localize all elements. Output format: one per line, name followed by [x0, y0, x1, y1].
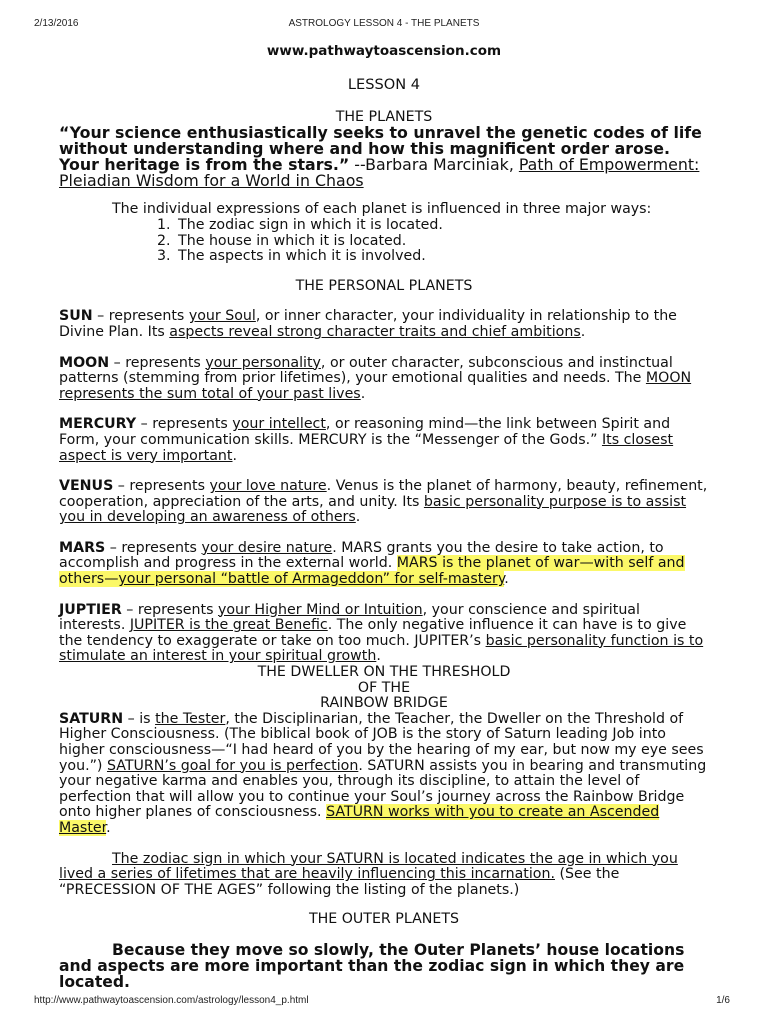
quote-book-title: Path of Empowerment: Pleiadian Wisdom for a World in Chaos — [59, 154, 700, 190]
planet-name: SUN — [59, 308, 93, 325]
venus-paragraph: VENUS – represents your love nature. Venus is the planet of harmony, beauty, refinement, cooperation, appreciation of the arts, and unity. Its basic personality purpose is to assist you in developing an awareness of others. — [59, 478, 708, 526]
lesson-heading: LESSON 4 — [347, 76, 421, 93]
dweller-line: THE DWELLER ON THE THRESHOLD — [257, 664, 511, 681]
epigraph — [59, 125, 709, 188]
planet-name: MOON — [59, 354, 110, 371]
document-body — [59, 72, 709, 990]
list-number: 1. — [157, 216, 171, 233]
planet-name: JUPTIER — [59, 601, 122, 618]
quote-text: “Your science enthusiastically seeks to unravel the genetic codes of life without understanding where and how this magnificent order arose. Your heritage is from the stars.” — [59, 123, 702, 174]
page-number: 1/6 — [716, 995, 730, 1006]
personal-planets-heading: THE PERSONAL PLANETS — [295, 277, 473, 294]
list-text: The house in which it is located. — [178, 232, 407, 249]
planet-name: SATURN — [59, 710, 124, 727]
planet-name: VENUS — [59, 478, 114, 495]
saturn-paragraph: SATURN – is the Tester, the Disciplinarian, the Teacher, the Dweller on the Threshold of Higher Consciousness. (The biblical book of JOB is the story of Saturn leading Job into higher consciousness—“I had heard of you by the hearing of my ear, but now my eye sees you.”) SATURN’s goal for you is perfection. SATURN assists you in bearing and transmuting your negative karma and enables you, through its discipline, to attain the level of perfection that will allow you to continue your Soul’s journey across the Rainbow Bridge onto higher planes of consciousness. SATURN works with you to create an Ascended Master. — [59, 710, 707, 836]
mars-paragraph: MARS – represents your desire nature. MARS grants you the desire to take action, to accomplish and progress in the external world. MARS is the planet of war—with self and others—your personal “battle of Armageddon” for self-mastery. — [59, 539, 685, 588]
planets-heading: THE PLANETS — [335, 108, 433, 125]
planet-name: MARS — [59, 539, 106, 556]
list-item — [59, 234, 709, 250]
jupiter-paragraph: JUPTIER – represents your Higher Mind or Intuition, your conscience and spiritual interests. JUPITER is the great Benefic. The only negative influence it can have is to give the tendency to exaggerate or take on too much. JUPITER’s basic personality function is to stimulate an interest in your spiritual growth. — [59, 601, 704, 665]
print-title: ASTROLOGY LESSON 4 - THE PLANETS — [288, 18, 480, 29]
site-url: www.pathwaytoascension.com — [266, 43, 502, 59]
outer-planets-text: Because they move so slowly, the Outer Planets’ house locations and aspects are more important than the zodiac sign in which they are located. — [59, 940, 685, 991]
dweller-line: OF THE — [357, 679, 411, 696]
quote-author: --Barbara Marciniak, — [349, 154, 519, 174]
intro-text: The individual expressions of each planet is influenced in three major ways: — [112, 201, 652, 218]
zodiac-paragraph: The zodiac sign in which your SATURN is located indicates the age in which you lived a series of lifetimes that are heavily influencing this incarnation. (See the “PRECESSION OF THE AGES” following the listing of the planets.) — [59, 850, 678, 898]
highlight: SATURN works with you to create an Ascended Master — [59, 804, 660, 836]
list-text: The zodiac sign in which it is located. — [178, 216, 443, 233]
planet-name: MERCURY — [59, 416, 137, 433]
dweller-heading — [59, 665, 709, 712]
outer-planets-heading: THE OUTER PLANETS — [308, 911, 460, 928]
sun-paragraph: SUN – represents your Soul, or inner character, your individuality in relationship to the Divine Plan. Its aspects reveal strong character traits and chief ambitions. — [59, 308, 677, 340]
list-text: The aspects in which it is involved. — [178, 248, 426, 265]
list-number: 2. — [157, 232, 171, 249]
list-item — [59, 218, 709, 234]
highlight: MARS is the planet of war—with self and others— — [59, 555, 685, 588]
footer-url: http://www.pathwaytoascension.com/astrology/lesson4_p.html — [34, 995, 309, 1006]
print-date: 2/13/2016 — [34, 18, 79, 29]
moon-paragraph: MOON – represents your personality, or outer character, subconscious and instinctual patterns (stemming from prior lifetimes), your emotional qualities and needs. The MOON represents the sum total of your past lives. — [59, 354, 692, 402]
list-number: 3. — [157, 248, 171, 265]
influence-list — [59, 218, 709, 265]
dweller-line: RAINBOW BRIDGE — [320, 695, 448, 712]
list-item — [59, 249, 709, 265]
mercury-paragraph: MERCURY – represents your intellect, or reasoning mind—the link between Spirit and Form, your communication skills. MERCURY is the “Messenger of the Gods.” Its closest aspect is very important. — [59, 416, 674, 464]
highlight: your personal “battle of Armageddon” for self-mastery — [118, 571, 505, 588]
